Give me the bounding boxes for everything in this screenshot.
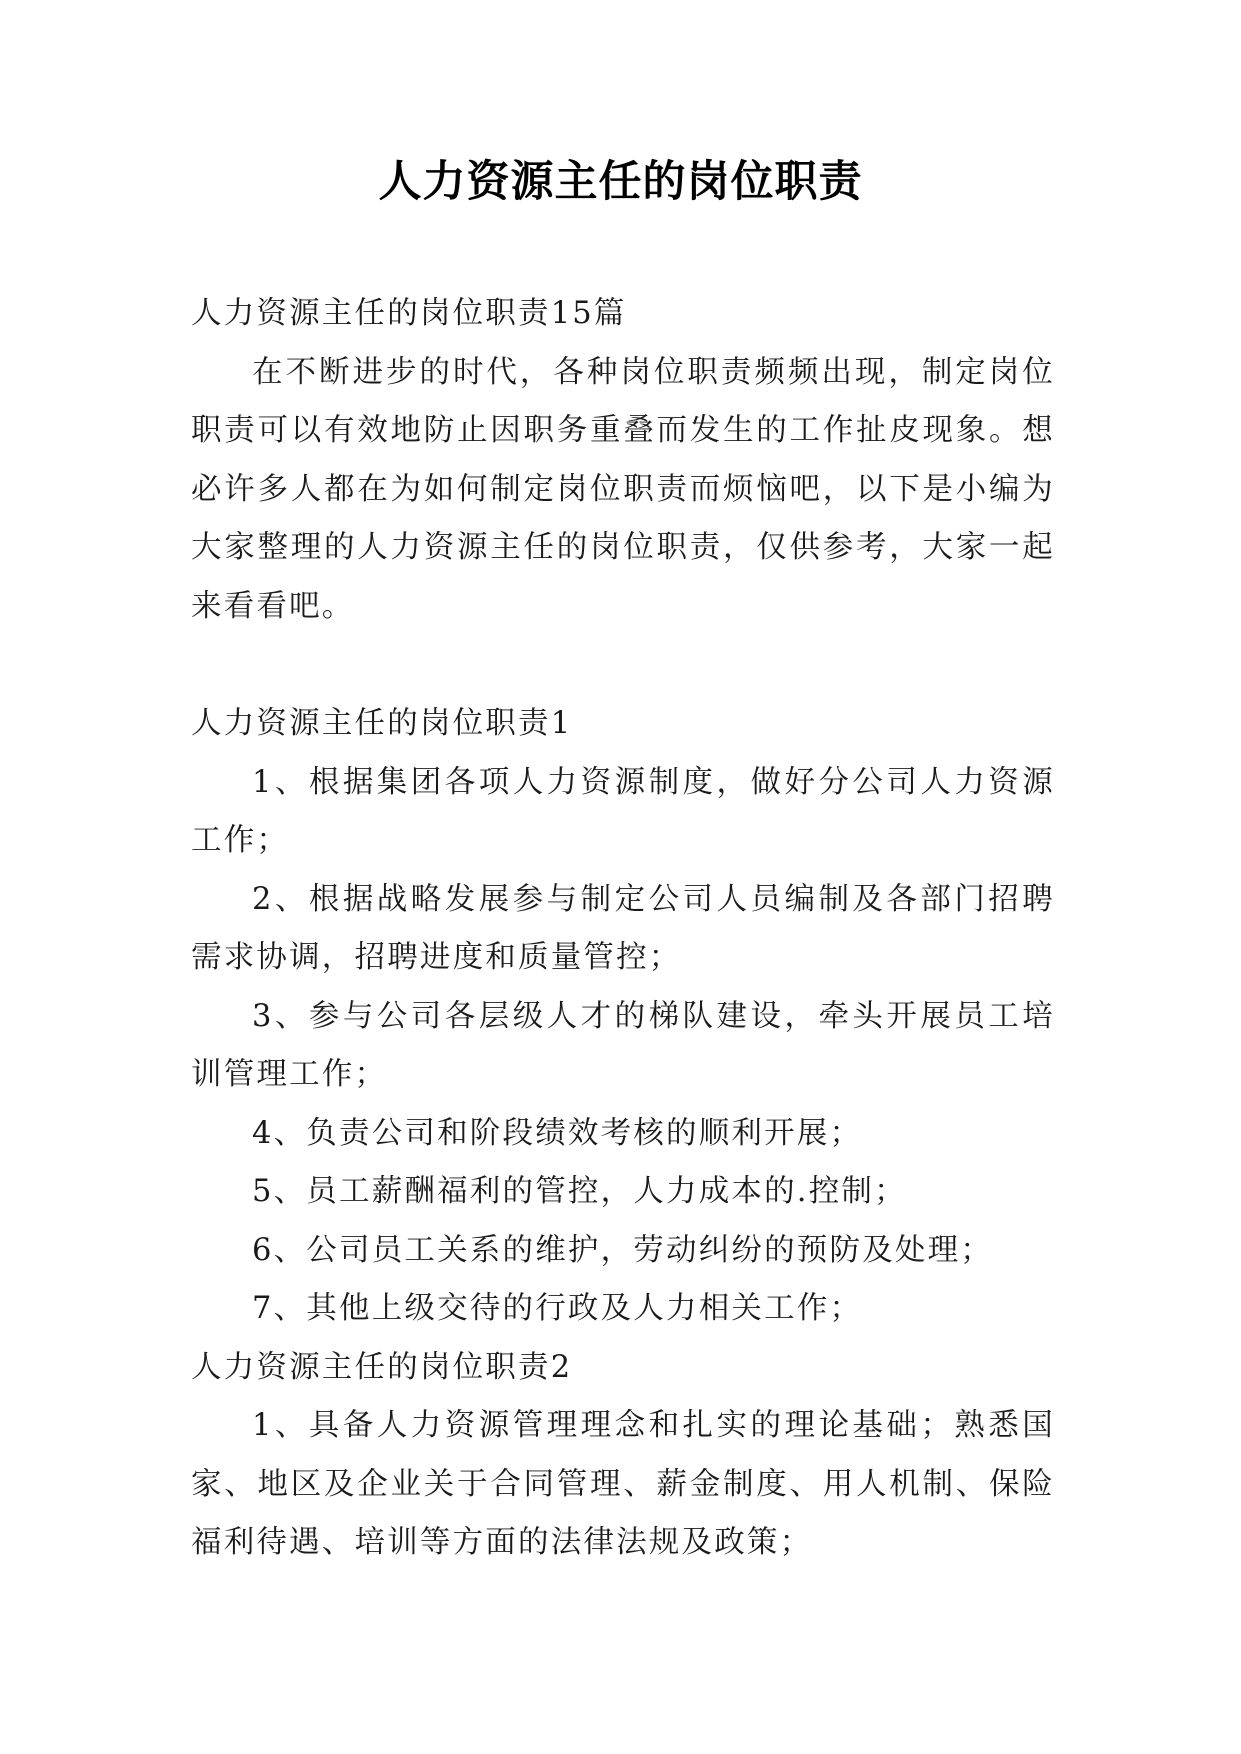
section-1-item-3: 3、参与公司各层级人才的梯队建设，牵头开展员工培训管理工作； (191, 998, 1055, 1092)
section-1-item-6: 6、公司员工关系的维护，劳动纠纷的预防及处理； (252, 1232, 994, 1268)
section-1-item-1: 1、根据集团各项人力资源制度，做好分公司人力资源工作； (191, 764, 1055, 858)
section-2-item-1: 1、具备人力资源管理理念和扎实的理论基础；熟悉国家、地区及企业关于合同管理、薪金制度、用人机制、保险福利待遇、培训等方面的法律法规及政策； (191, 1408, 1055, 1560)
document-subtitle: 人力资源主任的岗位职责15篇 (191, 296, 627, 331)
document-title: 人力资源主任的岗位职责 (378, 157, 863, 207)
section-heading-2: 人力资源主任的岗位职责2 (191, 1349, 573, 1385)
section-spacer (191, 636, 1055, 695)
section-1-item-4: 4、负责公司和阶段绩效考核的顺利开展； (252, 1115, 863, 1151)
section-heading-1: 人力资源主任的岗位职责1 (191, 706, 573, 741)
intro-paragraph: 在不断进步的时代，各种岗位职责频频出现，制定岗位职责可以有效地防止因职务重叠而发生的工作扯皮现象。想必许多人都在为如何制定岗位职责而烦恼吧，以下是小编为大家整理的人力资源主任的岗位职责，仅供参考，大家一起来看看吧。 (191, 354, 1055, 624)
document-body (191, 285, 1055, 1573)
section-1-item-7: 7、其他上级交待的行政及人力相关工作； (252, 1291, 863, 1326)
section-1-item-5: 5、员工薪酬福利的管控，人力成本的.控制； (252, 1174, 907, 1209)
section-1-item-2: 2、根据战略发展参与制定公司人员编制及各部门招聘需求协调，招聘进度和质量管控； (191, 881, 1055, 975)
